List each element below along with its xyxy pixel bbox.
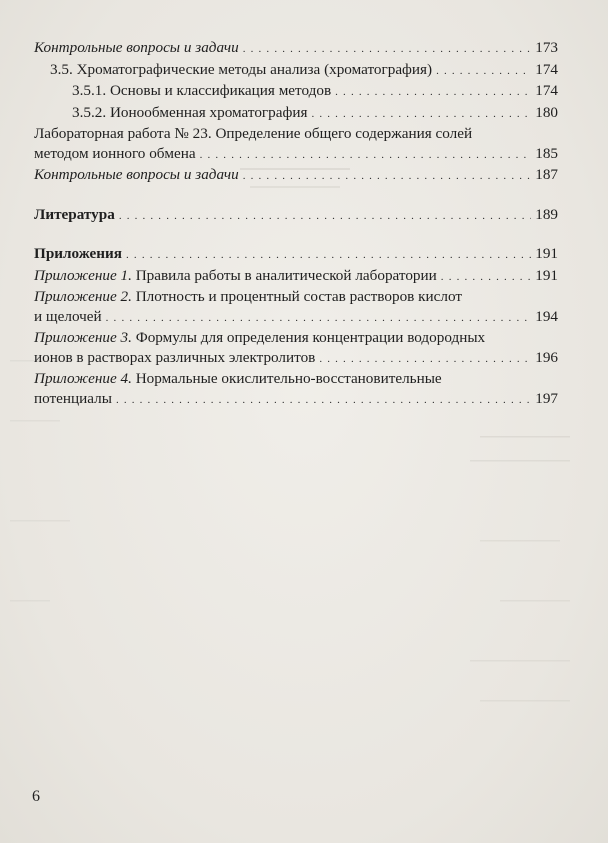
leader-dots — [243, 40, 532, 60]
toc-entry-first-line-wrap — [34, 287, 558, 307]
leader-dots — [436, 62, 531, 82]
toc-entry-multiline[interactable] — [34, 124, 558, 165]
toc-entry-first-line: Лабораторная работа № 23. Определение общего содержания солей — [34, 125, 473, 142]
toc-entry-title-wrap — [34, 266, 437, 286]
toc-entry-page: 196 — [535, 348, 558, 366]
toc-entry-page: 189 — [535, 205, 558, 223]
toc-entry-prefix: Приложение 2. — [34, 288, 132, 305]
leader-dots — [106, 309, 532, 329]
leader-dots — [335, 83, 531, 103]
toc-entry-title: 3.5.2. Ионообменная хроматография — [72, 103, 308, 121]
toc-entry-first-line: Плотность и процентный состав растворов кислот — [135, 288, 462, 305]
toc-entry-page: 180 — [535, 103, 558, 121]
toc-entry-title: Контрольные вопросы и задачи — [34, 39, 239, 56]
leader-dots — [119, 207, 531, 227]
toc-entry-title: Приложения — [34, 245, 123, 262]
toc-entry[interactable] — [34, 205, 558, 227]
toc-entry-title: потенциалы — [34, 389, 112, 407]
leader-dots — [441, 268, 531, 288]
toc-entry[interactable] — [34, 266, 558, 288]
toc-entry-page: 197 — [535, 389, 558, 407]
toc-entry-multiline[interactable] — [34, 328, 558, 369]
toc-entry-title: ионов в растворах различных электролитов — [34, 348, 316, 366]
toc-entry[interactable] — [34, 165, 558, 187]
toc-entry-prefix: Приложение 1. — [34, 266, 132, 284]
toc-entry-page: 173 — [535, 39, 558, 56]
leader-dots — [319, 350, 531, 370]
toc-entry-title: 3.5.1. Основы и классификация методов — [72, 82, 332, 99]
toc-entry-page: 187 — [535, 166, 558, 183]
toc-entry-title: и щелочей — [34, 307, 102, 325]
toc-entry-page: 194 — [535, 307, 558, 325]
leader-dots — [126, 246, 531, 266]
toc-entry-title: методом ионного обмена — [34, 144, 196, 162]
leader-dots — [243, 167, 532, 187]
toc-entry-page: 174 — [535, 60, 558, 78]
toc-entry-title: Контрольные вопросы и задачи — [34, 166, 239, 183]
toc-entry-first-line: Формулы для определения концентрации водородных — [135, 329, 486, 346]
toc-entry-page: 174 — [535, 82, 558, 99]
toc-entry[interactable] — [34, 81, 558, 103]
toc-entry-title: Правила работы в аналитической лаборатории — [135, 266, 437, 284]
leader-dots — [311, 105, 531, 125]
toc-entry-first-line-wrap — [34, 328, 558, 348]
toc-entry[interactable] — [34, 244, 558, 266]
page-number: 6 — [32, 788, 40, 805]
toc-entry-first-line-wrap — [34, 369, 558, 389]
toc-entry-title: Литература — [34, 205, 115, 223]
toc-entry-multiline[interactable] — [34, 287, 558, 328]
leader-dots — [200, 146, 532, 166]
toc-entry-page: 191 — [535, 245, 558, 262]
toc-entry[interactable] — [34, 103, 558, 125]
toc-entry-first-line: Нормальные окислительно-восстановительные — [135, 370, 442, 387]
toc-entry-page: 191 — [535, 266, 558, 284]
toc-entry[interactable] — [34, 60, 558, 82]
toc-entry-title: 3.5. Хроматографические методы анализа (хроматография) — [50, 60, 433, 78]
leader-dots — [116, 391, 531, 411]
table-of-contents — [34, 38, 558, 410]
toc-entry-prefix: Приложение 3. — [34, 329, 132, 346]
toc-entry[interactable] — [34, 38, 558, 60]
toc-entry-prefix: Приложение 4. — [34, 370, 132, 387]
toc-entry-multiline[interactable] — [34, 369, 558, 410]
toc-entry-page: 185 — [535, 144, 558, 162]
